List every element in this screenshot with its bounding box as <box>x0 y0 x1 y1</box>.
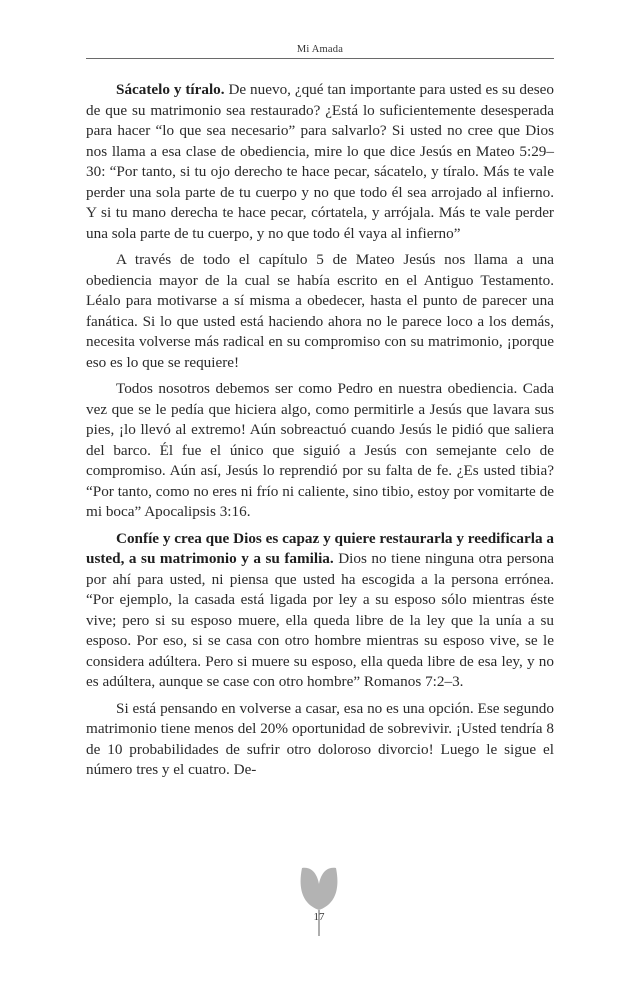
page-number: 17 <box>313 911 325 923</box>
paragraph-text: Todos nosotros debemos ser como Pedro en nuestra obediencia. Cada vez que se le pedía que hiciera algo, como permitirle a Jesús que lavara sus pies, ¡lo llevó al extremo! Aún sobreactuó cuando Jesús le pidió que saliera del barco. Él fue el único que siguió a Jesús con semejante celo de compromiso. Aún así, Jesús lo reprendió por su falta de fe. ¿Es usted tibia? “Por tanto, como no eres ni frío ni caliente, sino tibio, estoy por vomitarte de mi boca” Apocalipsis 3:16. <box>86 380 554 520</box>
paragraph <box>86 699 554 781</box>
paragraph <box>86 379 554 523</box>
running-header: Mi Amada <box>296 44 344 55</box>
paragraph-text: Si está pensando en volverse a casar, esa no es una opción. Ese segundo matrimonio tiene menos del 20% oportunidad de sobrevivir. ¡Usted tendría 8 de 10 probabilidades de sufrir otro doloroso divorcio! Luego le sigue el número tres y el cuatro. De- <box>86 699 554 778</box>
paragraph-lead: Sácatelo y tíralo. <box>116 81 225 98</box>
paragraph <box>86 250 554 373</box>
paragraph-text: De nuevo, ¿qué tan importante para usted es su deseo de que su matrimonio sea restaurado? ¿Está lo suficientemente desesperada para hacer “lo que sea necesario” para salvarlo? Si usted no cree que Dios nos llama a esa clase de obediencia, mire lo que dice Jesús en Mateo 5:29–30: “Por tanto, si tu ojo derecho te hace pecar, sácatelo, y tíralo. Más te vale perder una sola parte de tu cuerpo y no que todo él sea arrojado al infierno. Y si tu mano derecha te hace pecar, córtatela, y arrójala. Más te vale perder una sola parte de tu cuerpo, y no que todo él vaya al infierno” <box>86 81 554 242</box>
paragraph <box>86 529 554 693</box>
paragraph <box>86 80 554 244</box>
body-text <box>86 80 554 787</box>
paragraph-text: A través de todo el capítulo 5 de Mateo Jesús nos llama a una obediencia mayor de la cual se había escrito en el Antiguo Testamento. Léalo para motivarse a sí misma a obedecer, hasta el punto de parecer una fanática. Si lo que usted está haciendo ahora no le parece loco a los demás, necesita volverse más radical en su compromiso con su matrimonio, ¡porque eso es lo que se requiere! <box>86 251 554 371</box>
header-rule <box>86 58 554 59</box>
leaf-ornament-icon <box>296 862 342 936</box>
paragraph-text: Dios no tiene ninguna otra persona por ahí para usted, ni piensa que usted ha escogida a la persona errónea. “Por ejemplo, la casada está ligada por ley a su esposo sólo mientras éste vive; pero si su esposo muere, ella queda libre de la ley que la unía a su esposo. Por eso, si se casa con otro hombre mientras su esposo vive, se le considera adúltera. Pero si muere su esposo, ella queda libre de esa ley, y no es adúltera, aunque se case con otro hombre” Romanos 7:2–3. <box>86 550 554 690</box>
paragraph-lead: Confíe y crea que Dios es capaz y quiere restaurarla y reedificarla a usted, a su matrimonio y a su familia. <box>86 529 554 567</box>
leaf-shape <box>301 868 338 910</box>
